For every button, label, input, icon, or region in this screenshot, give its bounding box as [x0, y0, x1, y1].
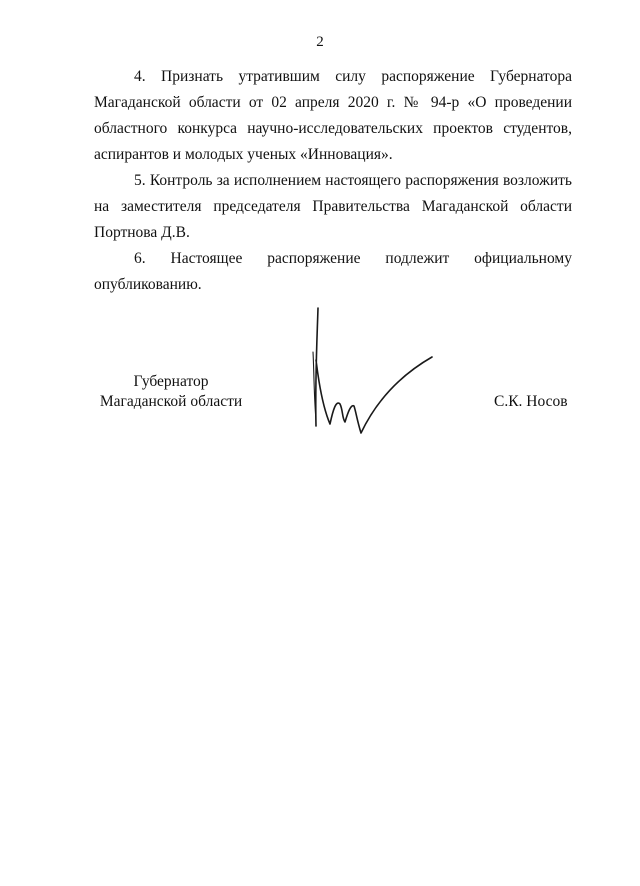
- signer-title-line-1: Губернатор: [133, 373, 209, 390]
- paragraph-4: 4. Признать утратившим силу распоряжение Губернатора Магаданской области от 02 апреля 2020 г. № 94-р «О проведении областного конкурса научно-исследовательских проектов студентов, аспирантов и молодых ученых «Инновация».: [94, 68, 572, 163]
- signer-name: С.К. Носов: [494, 393, 568, 410]
- paragraph-6-line-2: опубликованию.: [94, 276, 202, 293]
- signature-block: [0, 300, 640, 450]
- paragraph-6-line-1: 6. Настоящее распоряжение подлежит официальному: [134, 250, 572, 267]
- handwritten-signature: [300, 300, 450, 450]
- document-body: [94, 64, 572, 298]
- signer-title-line-2: Магаданской области: [99, 393, 243, 410]
- paragraph-5: 5. Контроль за исполнением настоящего распоряжения возложить на заместителя председателя Правительства Магаданской области Портнова Д.В.: [94, 172, 572, 241]
- page-number: 2: [316, 34, 324, 50]
- signer-title: [96, 372, 246, 412]
